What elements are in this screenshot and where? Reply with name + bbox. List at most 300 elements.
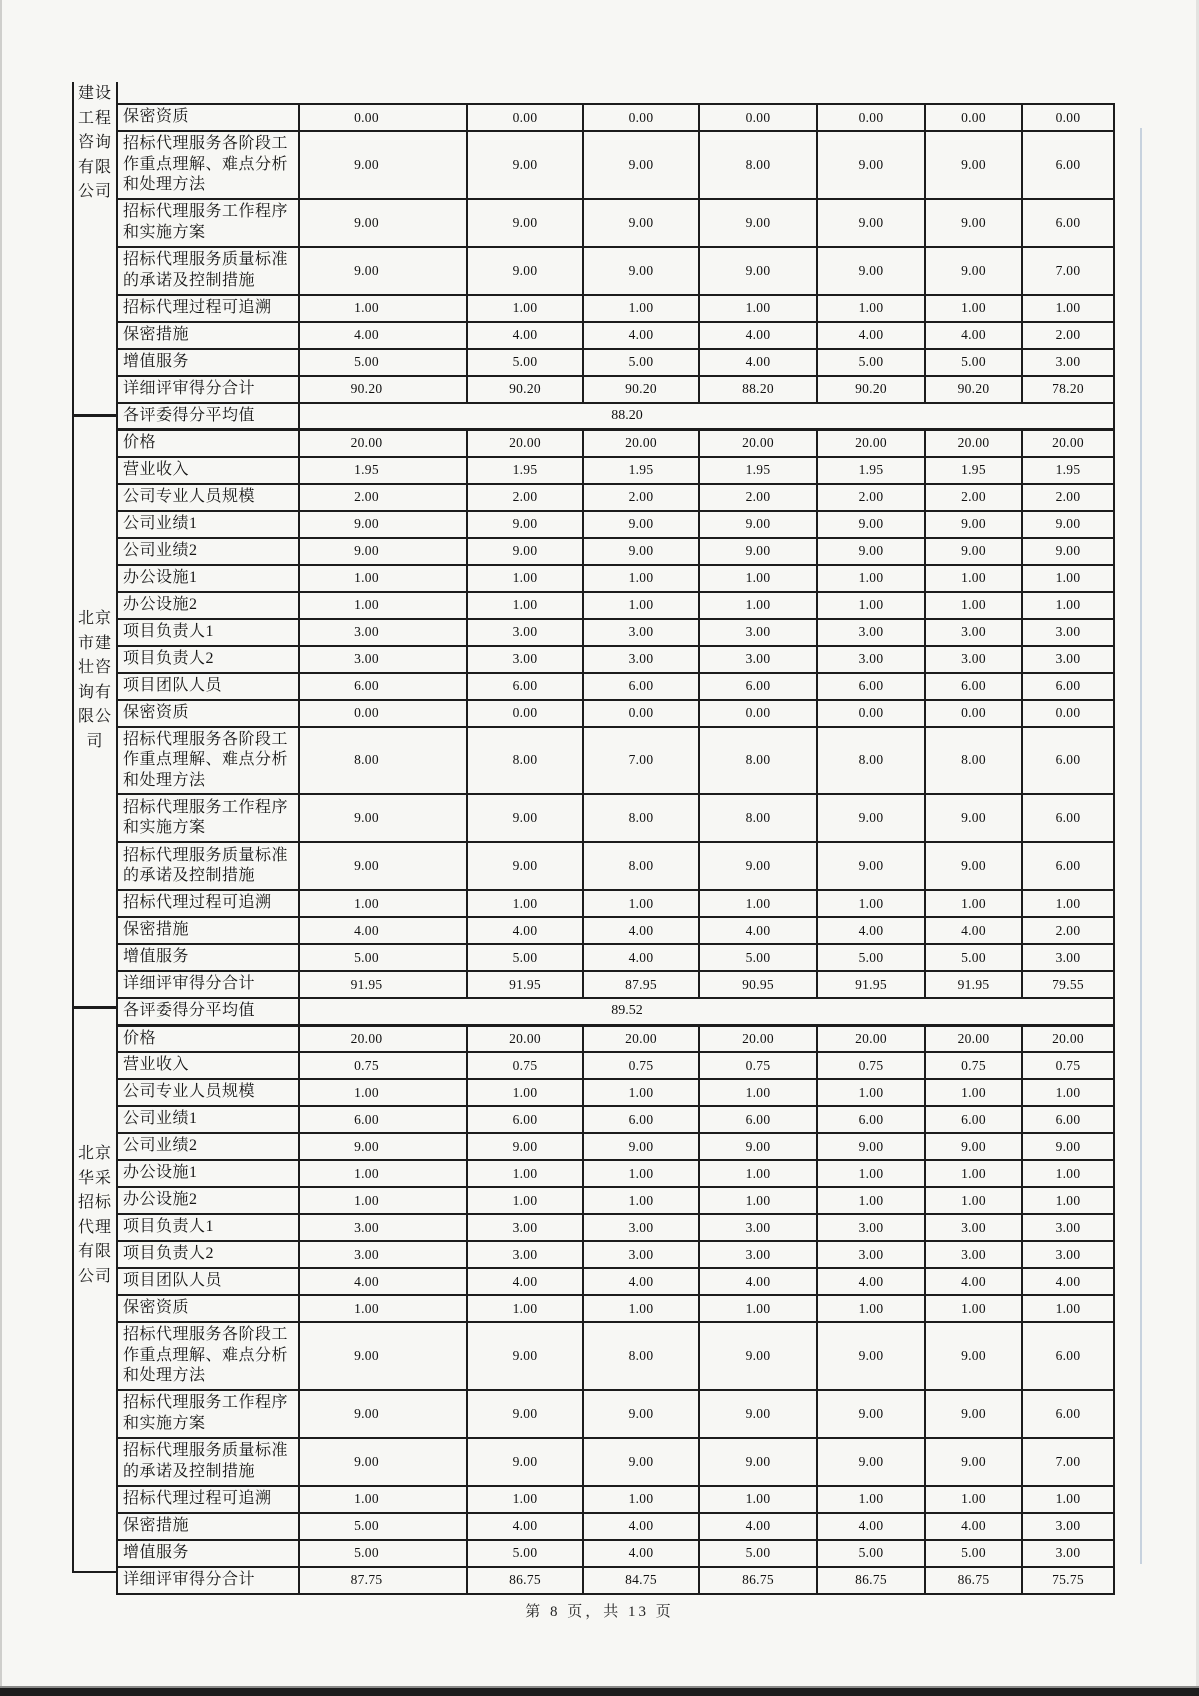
score-cell: 4.00 — [925, 1513, 1022, 1540]
score-cell: 6.00 — [1022, 1322, 1114, 1390]
score-cell: 5.00 — [467, 1540, 583, 1567]
criteria-label: 办公设施1 — [117, 565, 299, 592]
score-cell: 9.00 — [817, 131, 925, 199]
score-cell: 9.00 — [925, 199, 1022, 247]
criteria-label: 增值服务 — [117, 349, 299, 376]
score-cell: 1.00 — [1022, 1187, 1114, 1214]
company-name-box — [72, 82, 118, 414]
score-cell: 1.00 — [1022, 1295, 1114, 1322]
score-cell: 5.00 — [817, 349, 925, 376]
score-cell: 6.00 — [583, 673, 699, 700]
score-cell: 4.00 — [583, 917, 699, 944]
scan-edge-left — [0, 0, 2, 1696]
score-cell: 3.00 — [699, 1241, 817, 1268]
score-cell: 1.00 — [583, 565, 699, 592]
score-cell: 8.00 — [467, 727, 583, 795]
score-cell: 5.00 — [583, 349, 699, 376]
score-cell: 75.75 — [1022, 1567, 1114, 1594]
criteria-label: 招标代理服务工作程序和实施方案 — [117, 199, 299, 247]
score-cell: 4.00 — [467, 917, 583, 944]
score-cell: 1.00 — [299, 1079, 467, 1106]
score-cell: 1.00 — [467, 1079, 583, 1106]
table-row — [117, 565, 1114, 592]
score-cell: 5.00 — [467, 944, 583, 971]
score-cell: 79.55 — [1022, 971, 1114, 998]
score-cell: 6.00 — [1022, 1106, 1114, 1133]
score-cell: 2.00 — [925, 484, 1022, 511]
score-cell: 6.00 — [467, 1106, 583, 1133]
score-cell: 9.00 — [817, 1322, 925, 1390]
score-cell: 5.00 — [925, 944, 1022, 971]
score-cell: 6.00 — [925, 1106, 1022, 1133]
score-cell: 6.00 — [1022, 794, 1114, 842]
score-cell: 4.00 — [583, 944, 699, 971]
score-cell: 1.00 — [583, 592, 699, 619]
score-cell: 9.00 — [299, 131, 467, 199]
score-cell: 90.20 — [817, 376, 925, 403]
score-cell: 20.00 — [299, 1025, 467, 1052]
score-cell: 90.20 — [299, 376, 467, 403]
score-cell: 4.00 — [699, 917, 817, 944]
score-cell: 86.75 — [699, 1567, 817, 1594]
score-cell: 9.00 — [925, 1133, 1022, 1160]
score-cell: 3.00 — [583, 1241, 699, 1268]
score-cell: 7.00 — [1022, 247, 1114, 295]
score-cell: 88.20 — [699, 376, 817, 403]
score-cell: 3.00 — [467, 1214, 583, 1241]
table-row — [117, 1241, 1114, 1268]
table-row — [117, 403, 1114, 430]
score-cell: 4.00 — [299, 917, 467, 944]
score-cell: 9.00 — [299, 794, 467, 842]
criteria-label: 增值服务 — [117, 1540, 299, 1567]
score-cell: 6.00 — [1022, 131, 1114, 199]
score-cell: 9.00 — [299, 538, 467, 565]
score-table — [116, 103, 1115, 1595]
score-cell: 6.00 — [699, 1106, 817, 1133]
score-cell: 1.00 — [583, 1486, 699, 1513]
score-cell: 78.20 — [1022, 376, 1114, 403]
score-cell: 4.00 — [583, 1268, 699, 1295]
score-cell: 5.00 — [299, 944, 467, 971]
score-cell: 8.00 — [299, 727, 467, 795]
score-cell: 6.00 — [583, 1106, 699, 1133]
score-cell: 1.00 — [699, 890, 817, 917]
score-cell: 1.00 — [299, 1295, 467, 1322]
score-cell: 1.00 — [699, 565, 817, 592]
table-row — [117, 1322, 1114, 1390]
score-cell: 1.00 — [467, 295, 583, 322]
criteria-label: 各评委得分平均值 — [117, 998, 299, 1025]
score-cell: 4.00 — [699, 322, 817, 349]
score-cell: 3.00 — [299, 1241, 467, 1268]
score-table-wrap — [116, 103, 1115, 1595]
score-cell: 1.00 — [699, 1295, 817, 1322]
criteria-label: 招标代理过程可追溯 — [117, 1486, 299, 1513]
score-cell: 86.75 — [467, 1567, 583, 1594]
score-cell: 1.00 — [299, 565, 467, 592]
score-cell: 3.00 — [583, 646, 699, 673]
table-row — [117, 1390, 1114, 1438]
company-name: 建设 工程 咨询 有限 公司 — [77, 85, 112, 200]
score-cell: 9.00 — [299, 1438, 467, 1486]
score-cell: 5.00 — [925, 1540, 1022, 1567]
score-cell: 6.00 — [1022, 842, 1114, 890]
score-cell: 9.00 — [467, 842, 583, 890]
score-cell: 0.75 — [817, 1052, 925, 1079]
score-cell: 9.00 — [467, 538, 583, 565]
criteria-label: 招标代理服务质量标准的承诺及控制措施 — [117, 247, 299, 295]
score-cell: 1.00 — [299, 295, 467, 322]
score-cell: 6.00 — [467, 673, 583, 700]
score-cell: 9.00 — [699, 1390, 817, 1438]
score-cell: 1.95 — [925, 457, 1022, 484]
score-cell: 6.00 — [817, 673, 925, 700]
score-cell: 9.00 — [299, 247, 467, 295]
table-row — [117, 1567, 1114, 1594]
criteria-label: 增值服务 — [117, 944, 299, 971]
score-cell: 6.00 — [1022, 1390, 1114, 1438]
score-cell: 0.00 — [467, 104, 583, 131]
table-row — [117, 971, 1114, 998]
average-score-cell: 89.52 — [299, 998, 1114, 1025]
score-cell: 9.00 — [699, 538, 817, 565]
score-cell: 9.00 — [925, 1322, 1022, 1390]
score-cell: 0.00 — [583, 104, 699, 131]
table-row — [117, 1052, 1114, 1079]
table-row — [117, 727, 1114, 795]
criteria-label: 招标代理服务质量标准的承诺及控制措施 — [117, 1438, 299, 1486]
score-cell: 2.00 — [699, 484, 817, 511]
table-row — [117, 376, 1114, 403]
criteria-label: 招标代理过程可追溯 — [117, 890, 299, 917]
score-cell: 1.95 — [699, 457, 817, 484]
score-cell: 3.00 — [817, 619, 925, 646]
score-cell: 1.00 — [817, 890, 925, 917]
score-cell: 6.00 — [1022, 199, 1114, 247]
score-cell: 1.00 — [817, 592, 925, 619]
score-cell: 9.00 — [699, 1438, 817, 1486]
score-cell: 1.00 — [299, 1187, 467, 1214]
score-cell: 3.00 — [299, 646, 467, 673]
score-cell: 4.00 — [467, 322, 583, 349]
criteria-label: 公司业绩2 — [117, 538, 299, 565]
score-cell: 91.95 — [925, 971, 1022, 998]
score-cell: 1.00 — [1022, 1160, 1114, 1187]
score-cell: 4.00 — [699, 1513, 817, 1540]
score-cell: 4.00 — [925, 917, 1022, 944]
score-cell: 6.00 — [1022, 727, 1114, 795]
score-cell: 3.00 — [1022, 1214, 1114, 1241]
criteria-label: 招标代理服务质量标准的承诺及控制措施 — [117, 842, 299, 890]
score-cell: 4.00 — [467, 1513, 583, 1540]
score-cell: 1.00 — [1022, 1079, 1114, 1106]
score-cell: 3.00 — [1022, 1540, 1114, 1567]
score-cell: 1.00 — [699, 1079, 817, 1106]
score-cell: 20.00 — [699, 1025, 817, 1052]
score-cell: 9.00 — [583, 1390, 699, 1438]
score-cell: 90.20 — [467, 376, 583, 403]
score-cell: 5.00 — [925, 349, 1022, 376]
score-cell: 1.00 — [467, 1187, 583, 1214]
table-row — [117, 131, 1114, 199]
score-cell: 20.00 — [467, 430, 583, 457]
score-cell: 1.00 — [1022, 565, 1114, 592]
score-cell: 9.00 — [817, 1133, 925, 1160]
criteria-label: 保密措施 — [117, 1513, 299, 1540]
table-row — [117, 700, 1114, 727]
criteria-label: 招标代理过程可追溯 — [117, 295, 299, 322]
score-cell: 6.00 — [1022, 673, 1114, 700]
company-name-box — [72, 1006, 118, 1573]
score-cell: 9.00 — [925, 1438, 1022, 1486]
score-cell: 3.00 — [1022, 944, 1114, 971]
score-cell: 5.00 — [699, 944, 817, 971]
table-row — [117, 349, 1114, 376]
score-cell: 9.00 — [817, 842, 925, 890]
score-cell: 8.00 — [925, 727, 1022, 795]
score-cell: 1.00 — [699, 1486, 817, 1513]
table-row — [117, 199, 1114, 247]
score-cell: 0.00 — [467, 700, 583, 727]
table-row — [117, 1438, 1114, 1486]
score-cell: 87.75 — [299, 1567, 467, 1594]
table-row — [117, 247, 1114, 295]
table-row — [117, 646, 1114, 673]
score-cell: 1.95 — [467, 457, 583, 484]
score-cell: 1.00 — [583, 295, 699, 322]
score-cell: 1.00 — [583, 1187, 699, 1214]
score-cell: 4.00 — [817, 322, 925, 349]
score-cell: 2.00 — [299, 484, 467, 511]
score-cell: 9.00 — [583, 511, 699, 538]
score-cell: 3.00 — [299, 1214, 467, 1241]
criteria-label: 办公设施2 — [117, 1187, 299, 1214]
score-cell: 1.00 — [817, 295, 925, 322]
criteria-label: 详细评审得分合计 — [117, 376, 299, 403]
table-row — [117, 1486, 1114, 1513]
criteria-label: 办公设施2 — [117, 592, 299, 619]
table-row — [117, 890, 1114, 917]
score-cell: 9.00 — [699, 842, 817, 890]
score-cell: 3.00 — [467, 619, 583, 646]
score-cell: 6.00 — [699, 673, 817, 700]
score-cell: 8.00 — [699, 794, 817, 842]
score-cell: 9.00 — [299, 1390, 467, 1438]
scan-artifact-line — [1140, 128, 1142, 1564]
score-cell: 5.00 — [817, 944, 925, 971]
average-score-cell: 88.20 — [299, 403, 1114, 430]
score-cell: 3.00 — [699, 619, 817, 646]
score-cell: 5.00 — [699, 1540, 817, 1567]
criteria-label: 各评委得分平均值 — [117, 403, 299, 430]
score-cell: 3.00 — [1022, 619, 1114, 646]
score-cell: 1.00 — [817, 565, 925, 592]
criteria-label: 营业收入 — [117, 457, 299, 484]
score-cell: 1.00 — [699, 1160, 817, 1187]
score-cell: 20.00 — [583, 430, 699, 457]
score-cell: 9.00 — [817, 511, 925, 538]
score-cell: 9.00 — [467, 511, 583, 538]
score-cell: 1.00 — [925, 1486, 1022, 1513]
score-cell: 9.00 — [699, 199, 817, 247]
criteria-label: 保密资质 — [117, 1295, 299, 1322]
table-row — [117, 944, 1114, 971]
score-cell: 0.00 — [583, 700, 699, 727]
score-cell: 1.00 — [699, 1187, 817, 1214]
score-cell: 9.00 — [299, 199, 467, 247]
score-cell: 9.00 — [699, 1322, 817, 1390]
score-cell: 4.00 — [1022, 1268, 1114, 1295]
score-cell: 9.00 — [817, 1390, 925, 1438]
score-cell: 1.00 — [817, 1160, 925, 1187]
score-cell: 1.00 — [583, 890, 699, 917]
score-cell: 2.00 — [1022, 322, 1114, 349]
criteria-label: 价格 — [117, 430, 299, 457]
score-cell: 9.00 — [925, 1390, 1022, 1438]
score-cell: 9.00 — [699, 511, 817, 538]
score-cell: 9.00 — [583, 1438, 699, 1486]
table-row — [117, 322, 1114, 349]
score-cell: 20.00 — [1022, 1025, 1114, 1052]
score-cell: 3.00 — [699, 646, 817, 673]
score-cell: 8.00 — [699, 727, 817, 795]
score-cell: 9.00 — [925, 794, 1022, 842]
score-cell: 3.00 — [817, 646, 925, 673]
score-cell: 3.00 — [467, 646, 583, 673]
criteria-label: 保密措施 — [117, 322, 299, 349]
criteria-label: 详细评审得分合计 — [117, 1567, 299, 1594]
score-cell: 4.00 — [583, 1513, 699, 1540]
score-cell: 0.75 — [925, 1052, 1022, 1079]
score-cell: 5.00 — [467, 349, 583, 376]
score-cell: 1.00 — [817, 1295, 925, 1322]
score-cell: 3.00 — [583, 619, 699, 646]
score-cell: 9.00 — [467, 794, 583, 842]
criteria-label: 公司专业人员规模 — [117, 484, 299, 511]
table-row — [117, 619, 1114, 646]
score-cell: 9.00 — [925, 131, 1022, 199]
score-cell: 0.75 — [299, 1052, 467, 1079]
score-cell: 0.00 — [299, 104, 467, 131]
company-name: 北京 华采 招标 代理 有限 公司 — [77, 1145, 112, 1285]
table-row — [117, 295, 1114, 322]
score-cell: 0.00 — [817, 700, 925, 727]
score-cell: 9.00 — [817, 199, 925, 247]
score-cell: 1.00 — [817, 1187, 925, 1214]
criteria-label: 营业收入 — [117, 1052, 299, 1079]
score-cell: 3.00 — [817, 1214, 925, 1241]
score-cell: 9.00 — [583, 199, 699, 247]
criteria-label: 招标代理服务工作程序和实施方案 — [117, 794, 299, 842]
score-cell: 0.75 — [583, 1052, 699, 1079]
score-cell: 9.00 — [817, 538, 925, 565]
score-cell: 1.00 — [467, 890, 583, 917]
score-cell: 4.00 — [925, 322, 1022, 349]
table-row — [117, 1133, 1114, 1160]
score-cell: 3.00 — [1022, 646, 1114, 673]
score-cell: 87.95 — [583, 971, 699, 998]
score-cell: 6.00 — [817, 1106, 925, 1133]
score-cell: 9.00 — [699, 1133, 817, 1160]
page-number-footer: 第 8 页，共 13 页 — [525, 1604, 674, 1620]
score-cell: 3.00 — [925, 646, 1022, 673]
score-cell: 4.00 — [699, 1268, 817, 1295]
score-cell: 9.00 — [467, 1390, 583, 1438]
table-row — [117, 104, 1114, 131]
score-cell: 9.00 — [467, 1438, 583, 1486]
score-cell: 9.00 — [467, 1133, 583, 1160]
score-cell: 86.75 — [925, 1567, 1022, 1594]
score-cell: 5.00 — [817, 1540, 925, 1567]
score-cell: 3.00 — [299, 619, 467, 646]
score-cell: 4.00 — [817, 1513, 925, 1540]
score-cell: 4.00 — [817, 917, 925, 944]
criteria-label: 公司专业人员规模 — [117, 1079, 299, 1106]
score-cell: 1.00 — [299, 592, 467, 619]
criteria-label: 办公设施1 — [117, 1160, 299, 1187]
table-row — [117, 1540, 1114, 1567]
table-row — [117, 1106, 1114, 1133]
table-row — [117, 1160, 1114, 1187]
score-cell: 2.00 — [583, 484, 699, 511]
score-cell: 2.00 — [467, 484, 583, 511]
company-column — [72, 85, 118, 1573]
score-cell: 9.00 — [1022, 538, 1114, 565]
criteria-label: 招标代理服务工作程序和实施方案 — [117, 1390, 299, 1438]
score-cell: 4.00 — [583, 1540, 699, 1567]
table-row — [117, 1187, 1114, 1214]
score-cell: 1.00 — [817, 1079, 925, 1106]
score-cell: 1.00 — [925, 890, 1022, 917]
scan-edge-bottom — [0, 1688, 1199, 1696]
score-cell: 1.00 — [699, 592, 817, 619]
score-cell: 9.00 — [699, 247, 817, 295]
score-cell: 0.00 — [299, 700, 467, 727]
score-cell: 20.00 — [583, 1025, 699, 1052]
score-cell: 4.00 — [817, 1268, 925, 1295]
score-cell: 3.00 — [817, 1241, 925, 1268]
table-row — [117, 592, 1114, 619]
score-cell: 9.00 — [467, 1322, 583, 1390]
score-cell: 9.00 — [817, 794, 925, 842]
score-cell: 1.00 — [583, 1160, 699, 1187]
score-cell: 0.75 — [467, 1052, 583, 1079]
score-cell: 8.00 — [817, 727, 925, 795]
score-cell: 3.00 — [1022, 349, 1114, 376]
score-cell: 2.00 — [817, 484, 925, 511]
score-cell: 9.00 — [299, 1133, 467, 1160]
score-cell: 20.00 — [817, 430, 925, 457]
company-name-box — [72, 414, 118, 1006]
score-cell: 1.95 — [583, 457, 699, 484]
criteria-label: 项目团队人员 — [117, 1268, 299, 1295]
score-cell: 9.00 — [1022, 1133, 1114, 1160]
score-cell: 8.00 — [583, 794, 699, 842]
score-cell: 1.95 — [817, 457, 925, 484]
table-row — [117, 1513, 1114, 1540]
score-cell: 9.00 — [583, 538, 699, 565]
criteria-label: 招标代理服务各阶段工作重点理解、难点分析和处理方法 — [117, 131, 299, 199]
score-cell: 9.00 — [583, 131, 699, 199]
criteria-label: 招标代理服务各阶段工作重点理解、难点分析和处理方法 — [117, 727, 299, 795]
score-cell: 1.00 — [467, 565, 583, 592]
score-cell: 9.00 — [817, 1438, 925, 1486]
score-cell: 0.00 — [1022, 700, 1114, 727]
score-cell: 1.00 — [925, 592, 1022, 619]
table-row — [117, 430, 1114, 457]
score-cell: 90.20 — [925, 376, 1022, 403]
